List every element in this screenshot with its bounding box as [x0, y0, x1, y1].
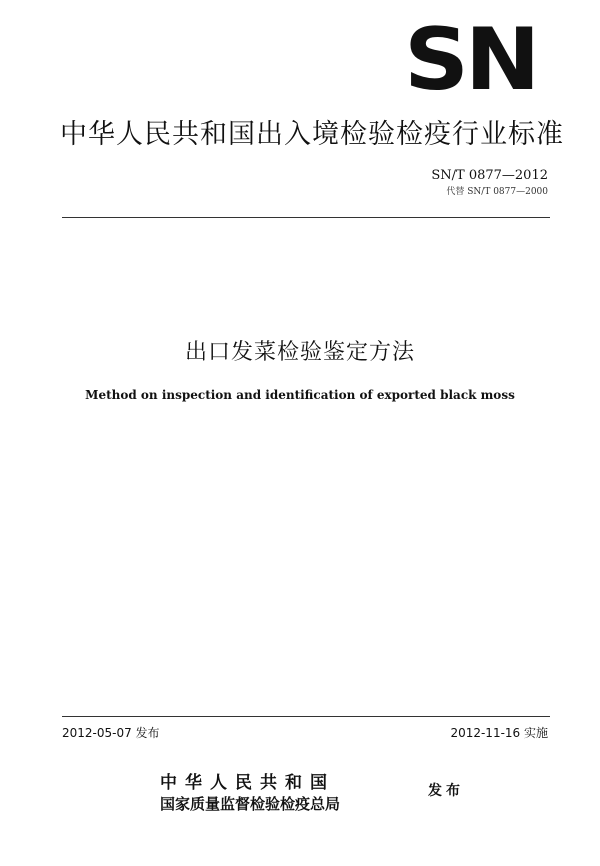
replaces-code: 代替 SN/T 0877—2000 [446, 187, 548, 197]
top-divider [62, 217, 550, 218]
bottom-divider [62, 716, 550, 717]
publish-label: 发布 [428, 783, 464, 799]
issue-date: 2012-05-07 发布 [62, 726, 160, 740]
standard-code: SN/T 0877—2012 [431, 168, 548, 183]
document-title-cn: 出口发菜检验鉴定方法 [184, 340, 415, 365]
implementation-date: 2012-11-16 实施 [450, 726, 548, 740]
document-title-en: Method on inspection and identification of exported black moss [85, 388, 515, 402]
publisher [160, 772, 430, 814]
standard-category: 中华人民共和国出入境检验检疫行业标准 [60, 119, 564, 150]
sn-logo: SN [404, 10, 537, 110]
publisher-country: 中华人民共和国 [160, 773, 335, 793]
publisher-agency: 国家质量监督检验检疫总局 [160, 795, 341, 813]
